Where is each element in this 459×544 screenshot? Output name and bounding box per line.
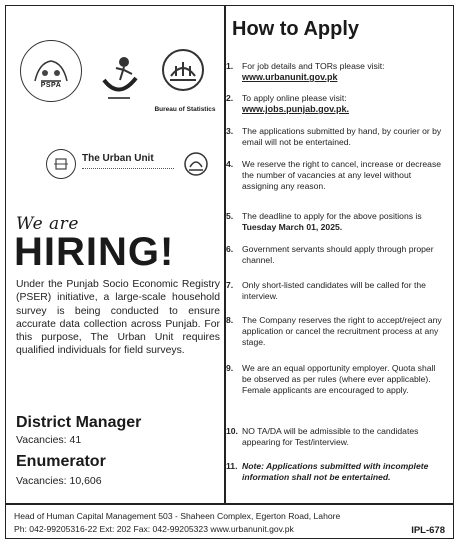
step-7 (226, 280, 444, 302)
step-text: The Company reserves the right to accept/reject any application or cancel the recruitment process at any stage. (242, 315, 442, 347)
punjab-emblem-icon (182, 149, 210, 179)
step-text: To apply online please visit: (242, 93, 347, 103)
step-text: Only short-listed candidates will be called for the interview. (242, 280, 426, 301)
position-vacancies-enumerator: Vacancies: 10,606 (16, 475, 102, 487)
step-8 (226, 315, 444, 348)
step-number: 4. (226, 159, 234, 169)
step-4 (226, 159, 444, 192)
step-number: 6. (226, 244, 234, 254)
pser-seal-logo (20, 40, 82, 102)
urban-unit-seal-icon (46, 149, 76, 179)
step-text: For job details and TORs please visit: (242, 61, 385, 71)
step-number: 9. (226, 363, 234, 373)
punjab-government-logo (158, 46, 208, 94)
ad-code: IPL-678 (411, 525, 445, 536)
urbanunit-link[interactable]: www.urbanunit.gov.pk (242, 72, 338, 82)
position-vacancies-district-manager: Vacancies: 41 (16, 434, 82, 446)
jobs-punjab-link[interactable]: www.jobs.punjab.gov.pk. (242, 104, 350, 114)
position-title-district-manager: District Manager (16, 414, 142, 431)
hiring-headline: HIRING! (14, 230, 175, 274)
step-2 (226, 93, 444, 115)
intro-paragraph: Under the Punjab Socio Economic Registry (PSER) initiative, a large-scale household survey is being conducted to ensure accurate data collection across Punjab. For this purpose, The Urban Unit requires qualified individuals for field surveys. (16, 279, 220, 357)
step-number: 1. (226, 61, 234, 71)
urban-unit-tagline-rule (82, 168, 174, 171)
step-number: 2. (226, 93, 234, 103)
step-text: We are an equal opportunity employer. Quota shall be observed as per rules (where ever applicable). Female applicants are encouraged to apply. (242, 363, 436, 395)
footer-address: Head of Human Capital Management 503 - Shaheen Complex, Egerton Road, Lahore (14, 511, 341, 521)
step-6 (226, 244, 444, 266)
step-number: 5. (226, 211, 234, 221)
step-10 (226, 426, 444, 448)
step-number: 11. (226, 461, 238, 471)
step-text: Government servants should apply through proper channel. (242, 244, 434, 265)
step-number: 7. (226, 280, 234, 290)
step-5 (226, 211, 444, 233)
step-3 (226, 126, 444, 148)
footer (6, 505, 453, 540)
urban-unit-name: The Urban Unit (82, 153, 154, 164)
ad-frame (5, 5, 454, 539)
step-note: Note: Applications submitted with incomplete information shall not be entertained. (242, 461, 429, 482)
right-column (226, 6, 455, 503)
we-are-text: We are (16, 214, 79, 234)
swirl-logo (94, 48, 144, 106)
footer-contact: Ph: 042-99205316-22 Ext: 202 Fax: 042-99205323 www.urbanunit.gov.pk (14, 524, 294, 534)
step-text: The applications submitted by hand, by courier or by email will not be entertained. (242, 126, 442, 147)
left-column (6, 6, 224, 503)
step-11 (226, 461, 444, 483)
how-to-apply-title: How to Apply (232, 18, 360, 40)
step-number: 3. (226, 126, 234, 136)
bureau-of-statistics-label: Bureau of Statistics (154, 106, 216, 113)
step-number: 10. (226, 426, 238, 436)
step-9 (226, 363, 444, 396)
step-number: 8. (226, 315, 234, 325)
position-title-enumerator: Enumerator (16, 453, 106, 470)
step-text: The deadline to apply for the above positions is (242, 211, 422, 221)
deadline-date: Tuesday March 01, 2025. (242, 222, 343, 232)
step-1 (226, 61, 444, 83)
step-text: NO TA/DA will be admissible to the candidates appearing for Test/interview. (242, 426, 419, 447)
step-text: We reserve the right to cancel, increase or decrease the number of vacancies at any level without assigning any reason. (242, 159, 442, 191)
pser-tag: PSPA (40, 82, 62, 89)
